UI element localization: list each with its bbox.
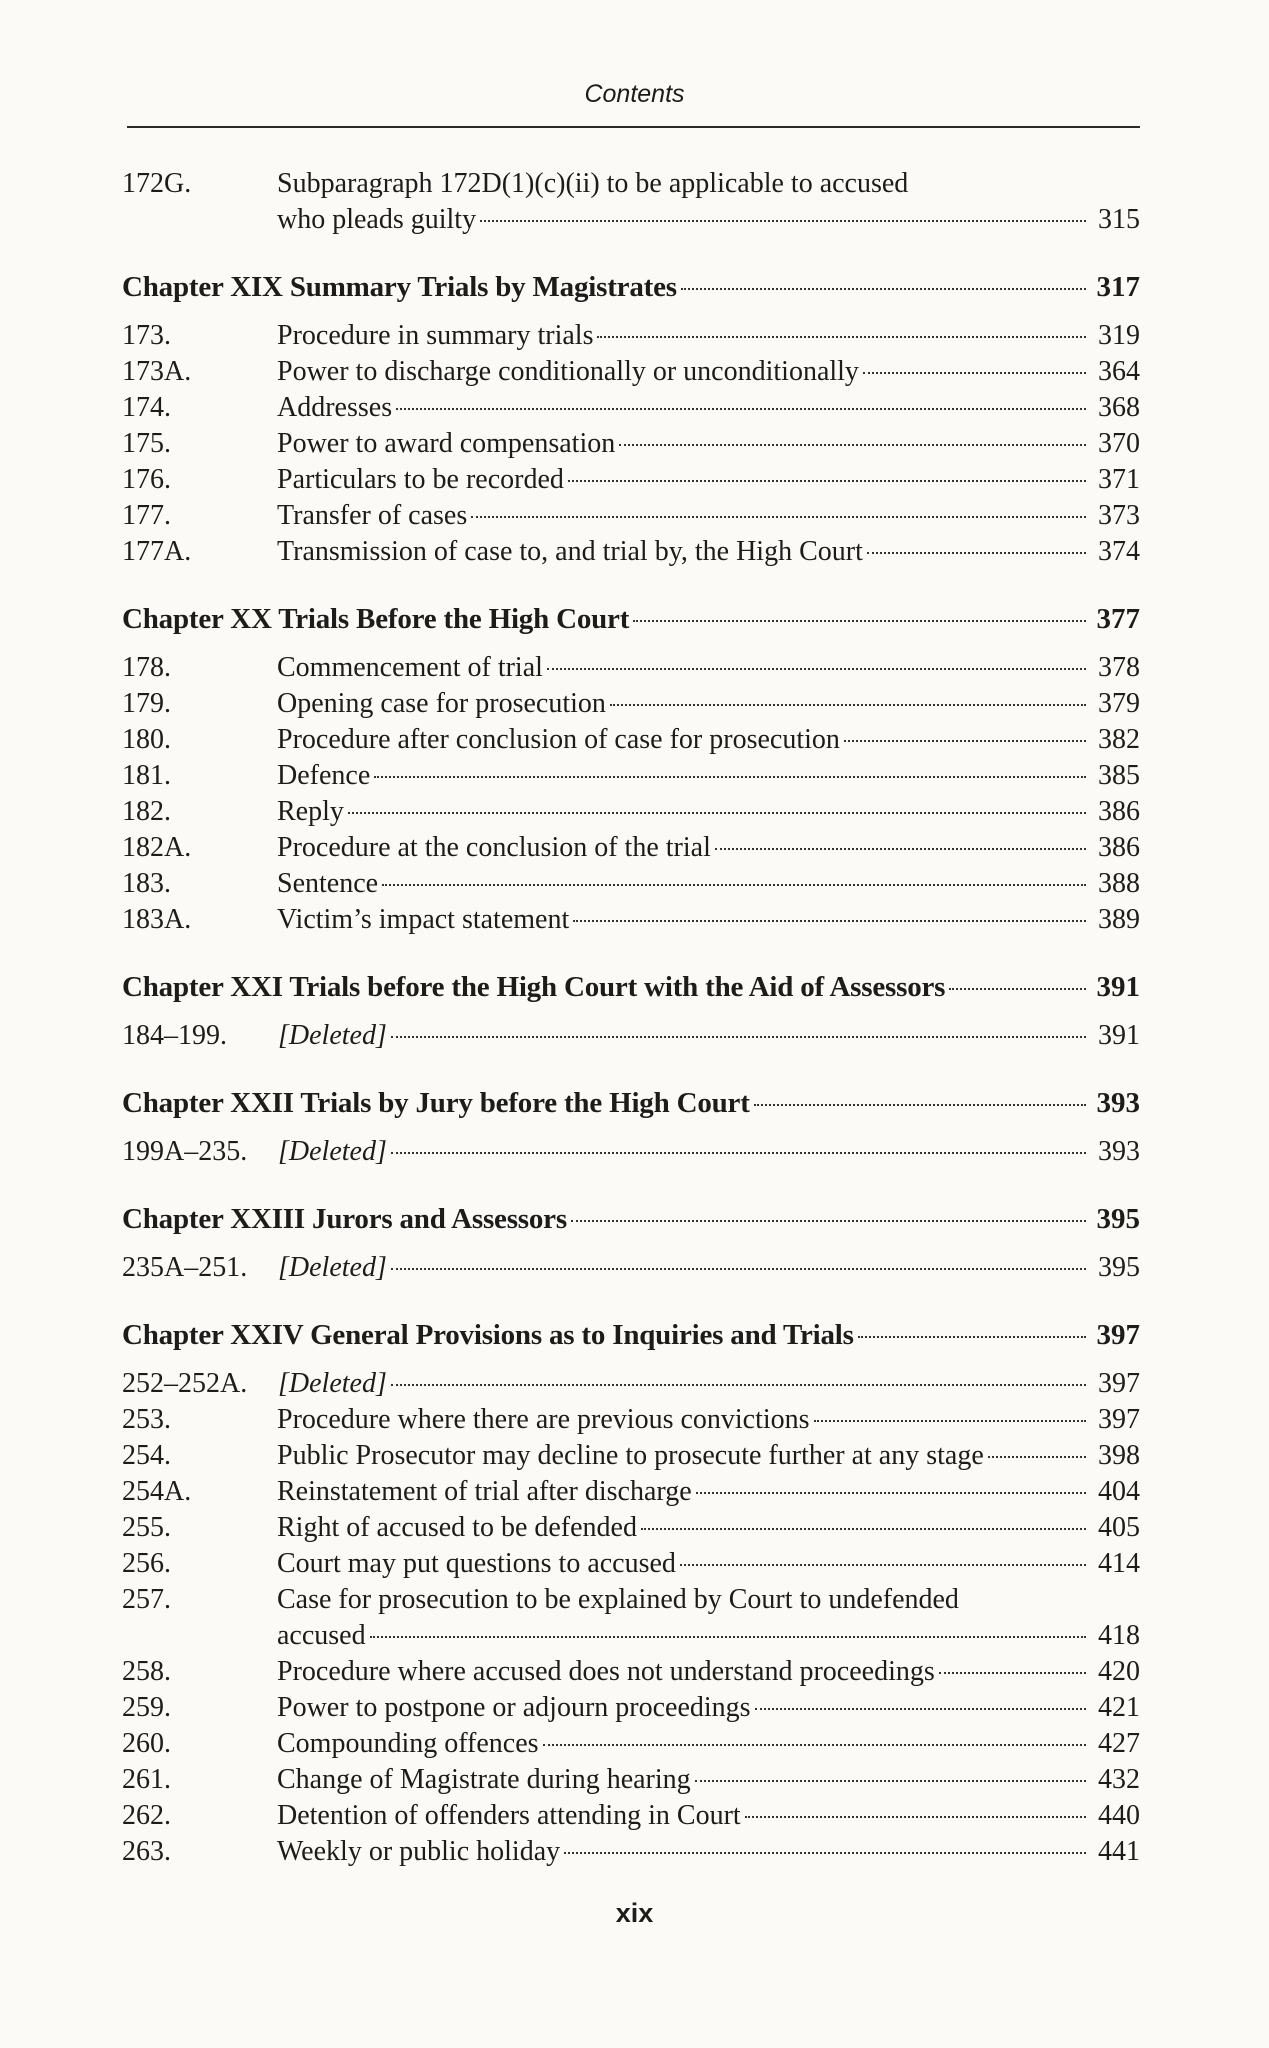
dot-leader xyxy=(988,1456,1086,1458)
toc-entry xyxy=(122,426,1140,462)
section-number: 177. xyxy=(122,500,171,531)
page-number: 388 xyxy=(1098,868,1140,899)
section-title: Compounding offences xyxy=(277,1728,539,1759)
toc-entry xyxy=(122,534,1140,570)
section-title-continued: accused xyxy=(277,1620,366,1651)
page-number: 389 xyxy=(1098,904,1140,935)
chapter-title: Chapter XX Trials Before the High Court xyxy=(122,603,630,635)
toc-entry xyxy=(122,1798,1140,1834)
toc-entry xyxy=(122,1654,1140,1690)
page-number: 432 xyxy=(1098,1764,1140,1795)
toc-entry xyxy=(122,1438,1140,1474)
toc-entry xyxy=(122,866,1140,902)
page-number: 414 xyxy=(1098,1548,1140,1579)
chapter-heading xyxy=(122,1200,1140,1238)
toc-entry xyxy=(122,1582,1140,1654)
section-title: Case for prosecution to be explained by Court to undefended xyxy=(277,1584,959,1615)
section-title: Sentence xyxy=(277,868,379,899)
section-number: 178. xyxy=(122,652,171,683)
page-number: 404 xyxy=(1098,1476,1140,1507)
page-number: 385 xyxy=(1098,760,1140,791)
dot-leader xyxy=(863,372,1086,374)
page-footer: xix xyxy=(615,1898,654,1928)
section-title: Court may put questions to accused xyxy=(277,1548,676,1579)
section-number: 261. xyxy=(122,1764,171,1795)
section-number: 258. xyxy=(122,1656,171,1687)
dot-leader xyxy=(715,848,1086,850)
chapter-title: Chapter XXI Trials before the High Court with the Aid of Assessors xyxy=(122,971,946,1003)
section-number: 184–199. xyxy=(122,1020,227,1051)
dot-leader xyxy=(543,1744,1086,1746)
page-number: 427 xyxy=(1098,1728,1140,1759)
section-title: Addresses xyxy=(277,392,393,423)
page-number: 398 xyxy=(1098,1440,1140,1471)
toc-entry xyxy=(122,686,1140,722)
section-title: [Deleted] xyxy=(278,1136,387,1167)
page-number: 315 xyxy=(1098,204,1140,235)
chapter-heading xyxy=(122,968,1140,1006)
page-number: 395 xyxy=(1098,1252,1140,1283)
section-number: 255. xyxy=(122,1512,171,1543)
section-number: 173. xyxy=(122,320,171,351)
toc-entry xyxy=(122,1366,1140,1402)
section-title: Change of Magistrate during hearing xyxy=(277,1764,691,1795)
section-title: Procedure in summary trials xyxy=(277,320,594,351)
chapter-page-number: 393 xyxy=(1096,1087,1140,1119)
section-title: Reinstatement of trial after discharge xyxy=(277,1476,692,1507)
toc-entry xyxy=(122,354,1140,390)
section-number: 172G. xyxy=(122,168,192,199)
dot-leader xyxy=(571,1220,1086,1222)
section-number: 183A. xyxy=(122,904,192,935)
chapter-page-number: 395 xyxy=(1096,1203,1140,1235)
section-title: Commencement of trial xyxy=(277,652,543,683)
toc-entry xyxy=(122,650,1140,686)
dot-leader xyxy=(695,1780,1086,1782)
section-title: Procedure where accused does not understand proceedings xyxy=(277,1656,935,1687)
toc-entry xyxy=(122,1134,1140,1170)
page-number: 386 xyxy=(1098,796,1140,827)
section-title: Subparagraph 172D(1)(c)(ii) to be applicable to accused xyxy=(277,168,909,199)
dot-leader xyxy=(374,776,1086,778)
section-number: 256. xyxy=(122,1548,171,1579)
section-title: Defence xyxy=(277,760,371,791)
chapter-title: Chapter XIX Summary Trials by Magistrates xyxy=(122,271,677,303)
dot-leader xyxy=(619,444,1086,446)
toc-entry xyxy=(122,1402,1140,1438)
section-title: Detention of offenders attending in Court xyxy=(277,1800,741,1831)
dot-leader xyxy=(754,1104,1086,1106)
dot-leader xyxy=(867,552,1086,554)
section-title: Weekly or public holiday xyxy=(277,1836,561,1867)
dot-leader xyxy=(396,408,1086,410)
section-title: Procedure after conclusion of case for prosecution xyxy=(277,724,840,755)
section-number: 175. xyxy=(122,428,171,459)
chapter-heading xyxy=(122,268,1140,306)
dot-leader xyxy=(391,1036,1086,1038)
page-number: 379 xyxy=(1098,688,1140,719)
page-number: 319 xyxy=(1098,320,1140,351)
section-number: 199A–235. xyxy=(122,1136,248,1167)
toc-entry xyxy=(122,830,1140,866)
section-number: 177A. xyxy=(122,536,192,567)
chapter-heading xyxy=(122,1316,1140,1354)
section-title: Particulars to be recorded xyxy=(277,464,564,495)
page-number: 370 xyxy=(1098,428,1140,459)
dot-leader xyxy=(480,220,1086,222)
dot-leader xyxy=(382,884,1086,886)
dot-leader xyxy=(391,1384,1086,1386)
section-number: 262. xyxy=(122,1800,171,1831)
page-number: 421 xyxy=(1098,1692,1140,1723)
toc-entry xyxy=(122,1018,1140,1054)
page-number: 391 xyxy=(1098,1020,1140,1051)
page-number: 397 xyxy=(1098,1404,1140,1435)
page-number: 440 xyxy=(1098,1800,1140,1831)
page-number: 441 xyxy=(1098,1836,1140,1867)
toc-entry xyxy=(122,1250,1140,1286)
section-number: 176. xyxy=(122,464,171,495)
dot-leader xyxy=(573,920,1086,922)
section-title: Power to postpone or adjourn proceedings xyxy=(277,1692,751,1723)
section-title: Public Prosecutor may decline to prosecute further at any stage xyxy=(277,1440,984,1471)
header-rule xyxy=(127,126,1140,128)
dot-leader xyxy=(391,1268,1086,1270)
toc-entry xyxy=(122,758,1140,794)
toc-entry xyxy=(122,722,1140,758)
dot-leader xyxy=(939,1672,1086,1674)
section-number: 252–252A. xyxy=(122,1368,248,1399)
section-number: 183. xyxy=(122,868,171,899)
toc-entry xyxy=(122,1690,1140,1726)
chapters-list xyxy=(122,268,1140,1870)
dot-leader xyxy=(564,1852,1086,1854)
page-number: 418 xyxy=(1098,1620,1140,1651)
page-number: 371 xyxy=(1098,464,1140,495)
dot-leader xyxy=(949,988,1086,990)
dot-leader xyxy=(858,1336,1086,1338)
page-number: 368 xyxy=(1098,392,1140,423)
chapter-page-number: 397 xyxy=(1096,1319,1140,1351)
dot-leader xyxy=(680,1564,1086,1566)
section-title: Victim’s impact statement xyxy=(277,904,570,935)
toc-entry xyxy=(122,1762,1140,1798)
section-number: 182. xyxy=(122,796,171,827)
dot-leader xyxy=(547,668,1086,670)
section-title: [Deleted] xyxy=(278,1252,387,1283)
chapter-title: Chapter XXIII Jurors and Assessors xyxy=(122,1203,567,1235)
toc-entry xyxy=(122,390,1140,426)
dot-leader xyxy=(370,1636,1086,1638)
section-number: 180. xyxy=(122,724,171,755)
dot-leader xyxy=(681,288,1086,290)
chapter-heading xyxy=(122,600,1140,638)
section-number: 182A. xyxy=(122,832,192,863)
dot-leader xyxy=(471,516,1086,518)
chapter-title: Chapter XXIV General Provisions as to Inquiries and Trials xyxy=(122,1319,854,1351)
section-title-continued: who pleads guilty xyxy=(277,204,477,235)
page-number: 373 xyxy=(1098,500,1140,531)
dot-leader xyxy=(568,480,1086,482)
section-number: 173A. xyxy=(122,356,192,387)
page-number: 386 xyxy=(1098,832,1140,863)
section-number: 235A–251. xyxy=(122,1252,248,1283)
toc-entry xyxy=(122,902,1140,938)
chapter-page-number: 391 xyxy=(1096,971,1140,1003)
dot-leader xyxy=(814,1420,1086,1422)
section-title: Procedure at the conclusion of the trial xyxy=(277,832,711,863)
toc-entry xyxy=(122,498,1140,534)
section-number: 263. xyxy=(122,1836,171,1867)
page-number: 405 xyxy=(1098,1512,1140,1543)
page-number: 393 xyxy=(1098,1136,1140,1167)
section-title: [Deleted] xyxy=(278,1368,387,1399)
toc-entry xyxy=(122,318,1140,354)
table-of-contents xyxy=(122,166,1140,1870)
toc-entry xyxy=(122,1510,1140,1546)
toc-entry xyxy=(122,794,1140,830)
chapter-page-number: 377 xyxy=(1096,603,1140,635)
section-title: Procedure where there are previous convictions xyxy=(277,1404,810,1435)
dot-leader xyxy=(755,1708,1086,1710)
dot-leader xyxy=(633,620,1086,622)
dot-leader xyxy=(610,704,1086,706)
chapter-title: Chapter XXII Trials by Jury before the High Court xyxy=(122,1087,750,1119)
section-title: Transmission of case to, and trial by, the High Court xyxy=(277,536,863,567)
section-number: 259. xyxy=(122,1692,171,1723)
section-number: 181. xyxy=(122,760,171,791)
toc-entry xyxy=(122,462,1140,498)
dot-leader xyxy=(844,740,1086,742)
dot-leader xyxy=(745,1816,1086,1818)
dot-leader xyxy=(696,1492,1086,1494)
section-number: 260. xyxy=(122,1728,171,1759)
section-number: 179. xyxy=(122,688,171,719)
page-number: 374 xyxy=(1098,536,1140,567)
section-number: 254A. xyxy=(122,1476,192,1507)
dot-leader xyxy=(391,1152,1086,1154)
toc-entry xyxy=(122,1546,1140,1582)
section-title: Power to discharge conditionally or unconditionally xyxy=(277,356,859,387)
section-number: 253. xyxy=(122,1404,171,1435)
page-number: 378 xyxy=(1098,652,1140,683)
toc-entry xyxy=(122,1834,1140,1870)
toc-entry xyxy=(122,166,1140,238)
section-number: 257. xyxy=(122,1584,171,1615)
section-title: Transfer of cases xyxy=(277,500,468,531)
section-title: Reply xyxy=(277,796,344,827)
page-number: 364 xyxy=(1098,356,1140,387)
page-number: 382 xyxy=(1098,724,1140,755)
page-number: 420 xyxy=(1098,1656,1140,1687)
page-header: Contents xyxy=(584,80,685,108)
dot-leader xyxy=(348,812,1086,814)
dot-leader xyxy=(641,1528,1086,1530)
dot-leader xyxy=(597,336,1086,338)
chapter-page-number: 317 xyxy=(1096,271,1140,303)
section-number: 254. xyxy=(122,1440,171,1471)
section-title: [Deleted] xyxy=(278,1020,387,1051)
section-title: Power to award compensation xyxy=(277,428,616,459)
section-title: Opening case for prosecution xyxy=(277,688,606,719)
page-number: 397 xyxy=(1098,1368,1140,1399)
section-number: 174. xyxy=(122,392,171,423)
section-title: Right of accused to be defended xyxy=(277,1512,637,1543)
chapter-heading xyxy=(122,1084,1140,1122)
toc-entry xyxy=(122,1726,1140,1762)
toc-entry xyxy=(122,1474,1140,1510)
